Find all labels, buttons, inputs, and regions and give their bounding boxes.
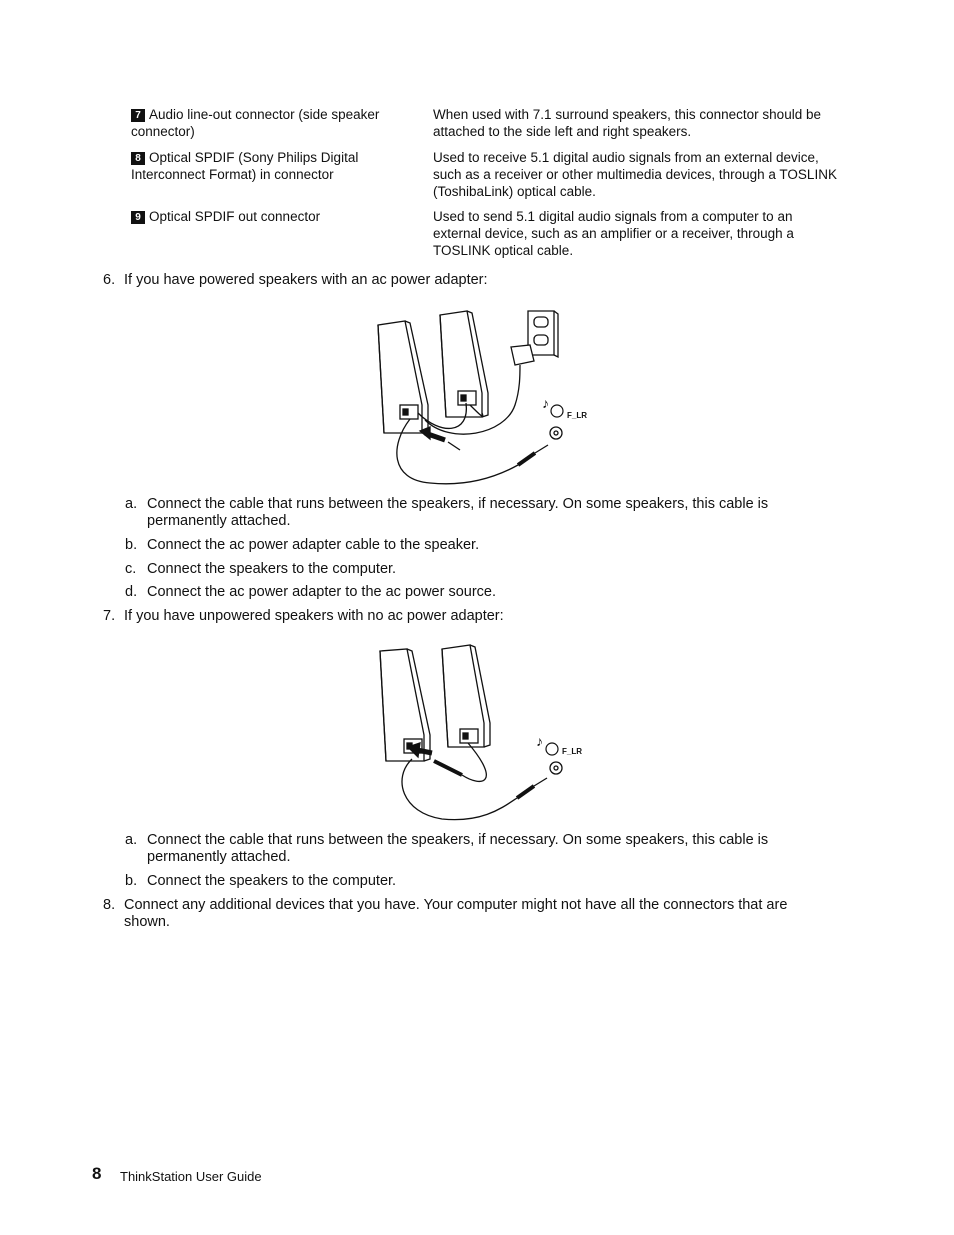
connector-description: When used with 7.1 surround speakers, this connector should be attached to the side left and right speakers. xyxy=(433,107,821,139)
substep-marker: b. xyxy=(125,873,138,889)
connector-description: Used to send 5.1 digital audio signals from a computer to an external device, such as an amplifier or a receiver, through a TOSLINK optical cable. xyxy=(433,209,794,258)
substep-text: Connect the cable that runs between the speakers, if necessary. On some speakers, this cable is permanently attached. xyxy=(147,496,769,529)
footer-title: ThinkStation User Guide xyxy=(120,1169,262,1184)
svg-text:♪: ♪ xyxy=(536,733,543,749)
substep-marker: b. xyxy=(125,537,138,553)
step-number: 7. xyxy=(103,608,116,624)
step-text: If you have powered speakers with an ac power adapter: xyxy=(124,272,488,288)
substep-marker: a. xyxy=(125,496,138,512)
substep-text: Connect the ac power adapter to the ac power source. xyxy=(147,584,497,600)
callout-number: 9 xyxy=(131,211,145,224)
connector-description: Used to receive 5.1 digital audio signals from an external device, such as a receiver or other multimedia devices, through a TOSLINK (ToshibaLink) optical cable. xyxy=(433,150,837,199)
callout-number: 8 xyxy=(131,152,145,165)
substep-marker: d. xyxy=(125,584,138,600)
port-label: F_LR xyxy=(562,747,582,756)
connector-name: Audio line-out connector (side speaker connector) xyxy=(131,107,380,139)
page-number: 8 xyxy=(92,1164,102,1183)
step-number: 6. xyxy=(103,272,116,288)
powered-speakers-diagram xyxy=(370,305,610,490)
svg-text:♪: ♪ xyxy=(542,395,549,411)
substep-text: Connect the speakers to the computer. xyxy=(147,561,397,577)
port-label: F_LR xyxy=(567,411,587,420)
substep-text: Connect the cable that runs between the speakers, if necessary. On some speakers, this cable is permanently attached. xyxy=(147,832,769,865)
substep-marker: c. xyxy=(125,561,137,577)
connector-name: Optical SPDIF (Sony Philips Digital Interconnect Format) in connector xyxy=(131,150,359,182)
step-text: If you have unpowered speakers with no ac power adapter: xyxy=(124,608,504,624)
step-number: 8. xyxy=(103,897,116,913)
unpowered-speakers-diagram xyxy=(372,643,602,828)
substep-text: Connect the speakers to the computer. xyxy=(147,873,397,889)
substep-marker: a. xyxy=(125,832,138,848)
substep-text: Connect the ac power adapter cable to the speaker. xyxy=(147,537,480,553)
connector-name: Optical SPDIF out connector xyxy=(149,209,321,224)
step-text: Connect any additional devices that you have. Your computer might not have all the connectors that are shown. xyxy=(124,897,788,930)
callout-number: 7 xyxy=(131,109,145,122)
